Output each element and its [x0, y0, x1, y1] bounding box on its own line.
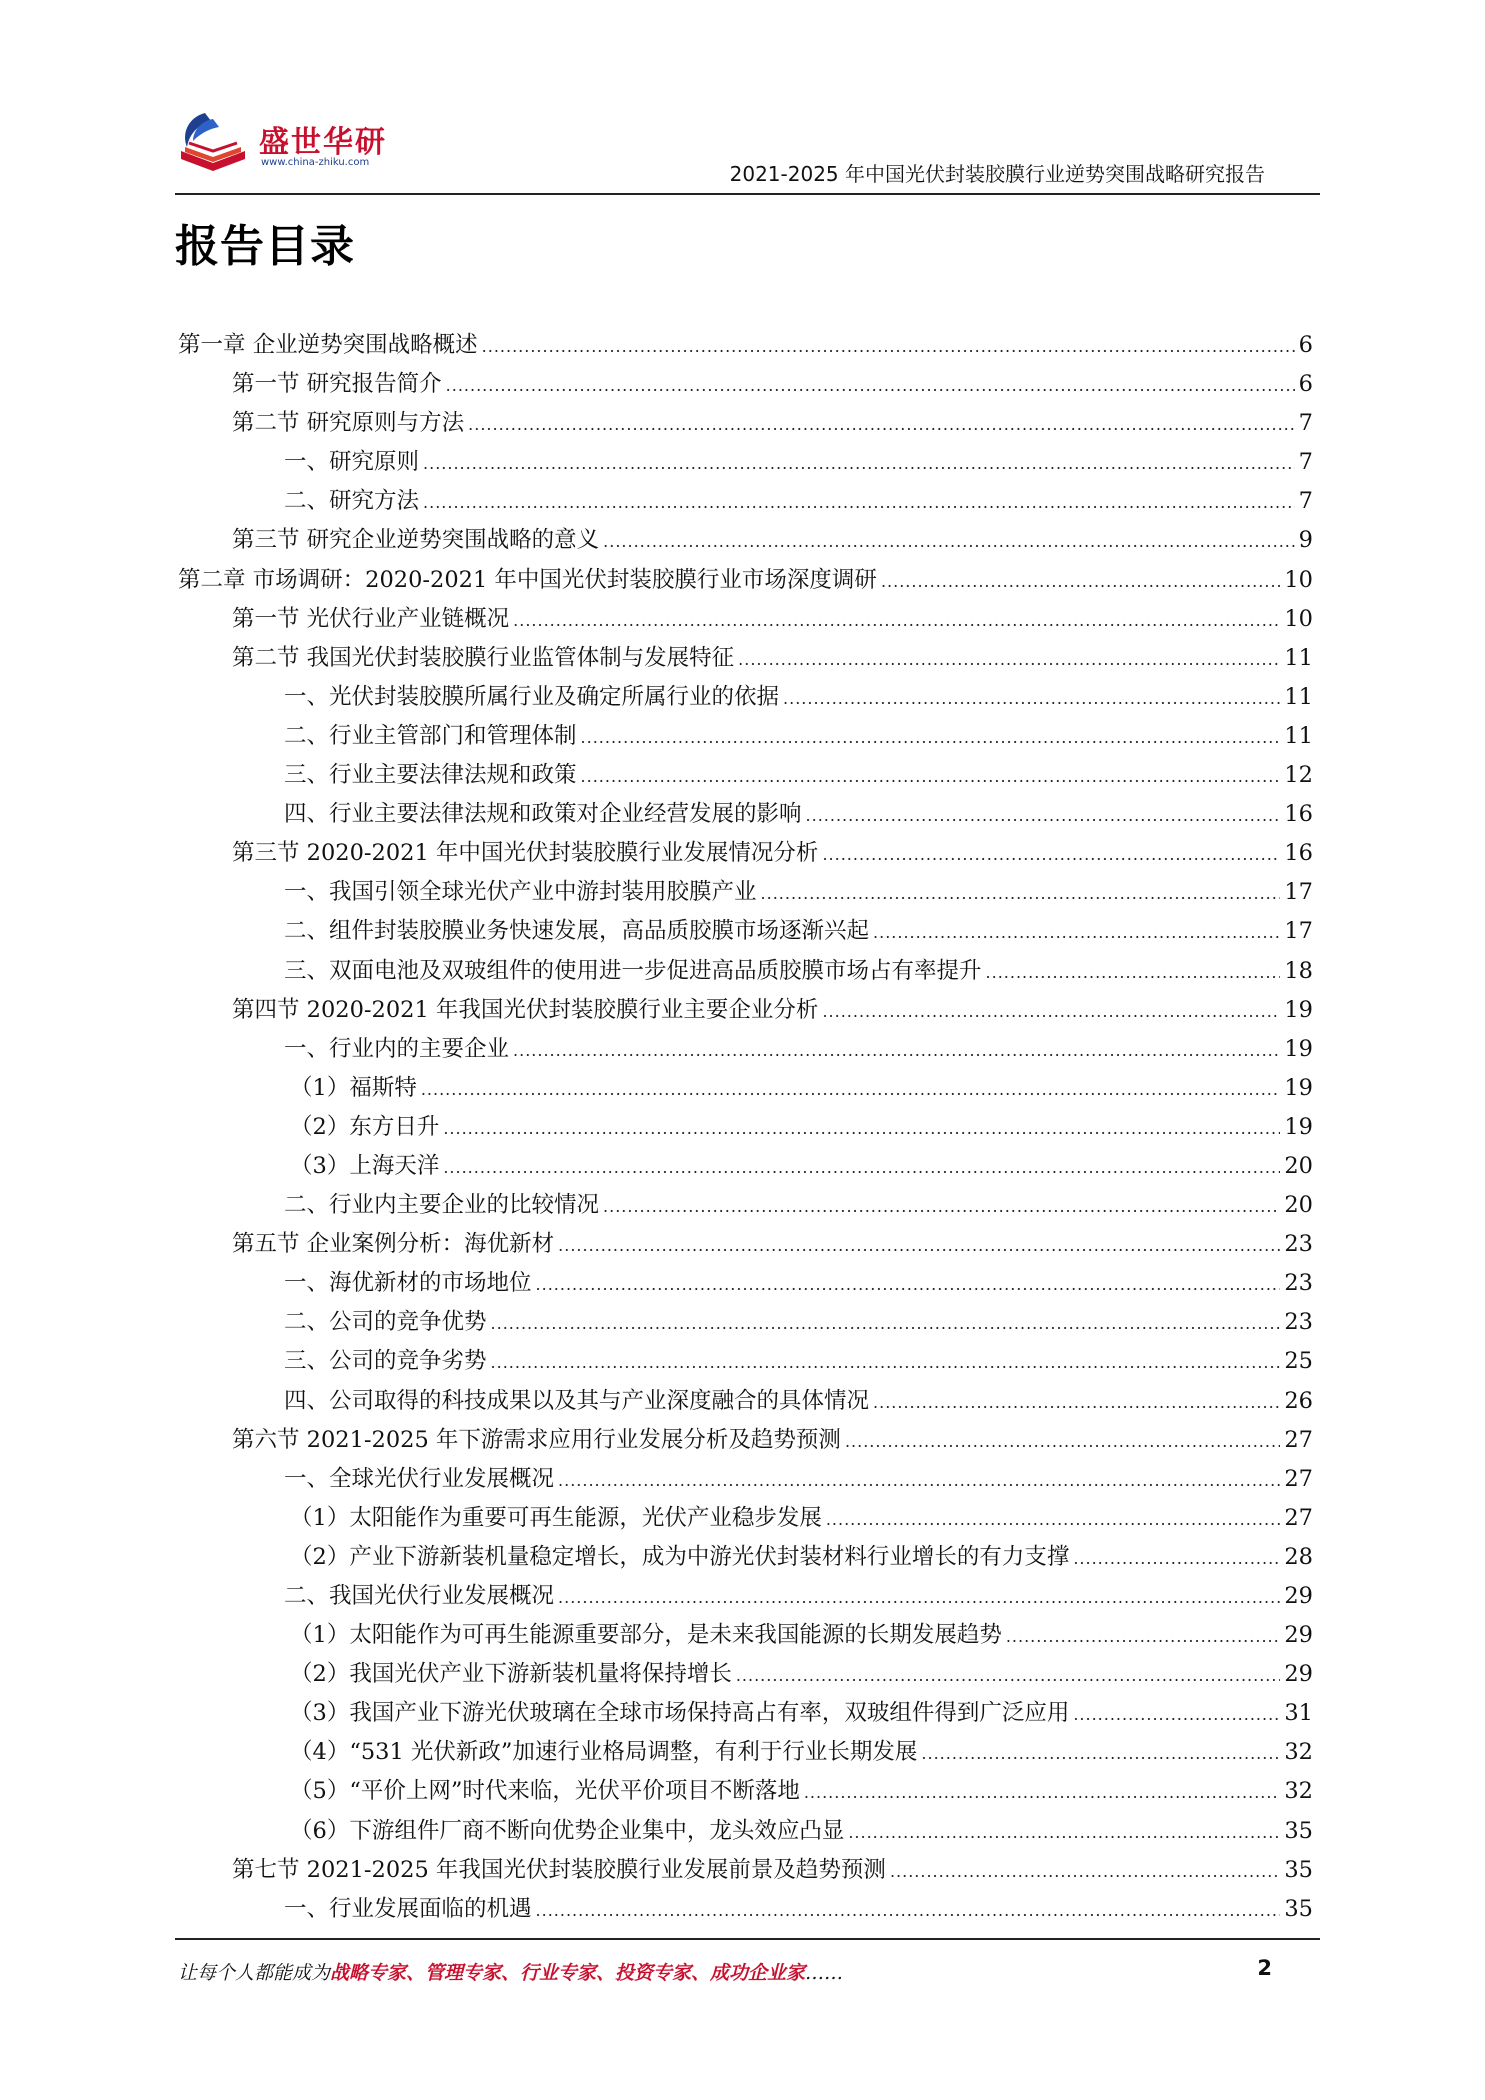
toc-entry-page: 35	[1284, 1856, 1313, 1883]
toc-entry[interactable]	[178, 1343, 1313, 1382]
toc-entry-page: 11	[1284, 683, 1313, 710]
toc-entry-page: 17	[1284, 918, 1313, 945]
toc-entry-label: 第一章 企业逆势突围战略概述	[178, 332, 478, 358]
toc-entry[interactable]	[178, 718, 1313, 757]
toc-entry-label: （4）“531 光伏新政”加速行业格局调整，有利于行业长期发展	[290, 1739, 918, 1766]
toc-entry[interactable]	[178, 1617, 1313, 1656]
toc-entry-label: （2）东方日升	[290, 1113, 440, 1140]
toc-entry-label: 一、我国引领全球光伏产业中游封装用胶膜产业	[284, 879, 757, 906]
toc-entry[interactable]	[178, 1226, 1313, 1265]
toc-entry-label: 第三节 2020-2021 年中国光伏封装胶膜行业发展情况分析	[232, 840, 819, 867]
toc-entry[interactable]	[178, 601, 1313, 640]
toc-entry-label: 一、行业发展面临的机遇	[284, 1895, 532, 1922]
toc-entry-label: （2）产业下游新装机量稳定增长，成为中游光伏封装材料行业增长的有力支撑	[290, 1543, 1070, 1570]
toc-leader-dots	[491, 1314, 1281, 1333]
toc-entry-label: 第一节 光伏行业产业链概况	[232, 605, 510, 632]
toc-entry-label: （3）我国产业下游光伏玻璃在全球市场保持高占有率，双玻组件得到广泛应用	[290, 1700, 1070, 1727]
toc-leader-dots	[446, 376, 1295, 395]
toc-entry-label: （1）太阳能作为重要可再生能源，光伏产业稳步发展	[290, 1504, 822, 1531]
toc-entry[interactable]	[178, 1500, 1313, 1539]
slogan-suffix: ……	[805, 1962, 844, 1984]
toc-entry-label: 三、行业主要法律法规和政策	[284, 762, 577, 789]
toc-entry-page: 23	[1284, 1231, 1313, 1258]
toc-leader-dots	[558, 1471, 1280, 1490]
toc-entry[interactable]	[178, 1265, 1313, 1304]
toc-leader-dots	[581, 767, 1281, 786]
toc-leader-dots	[806, 806, 1281, 825]
toc-entry[interactable]	[178, 1422, 1313, 1461]
logo-url: www.china-zhiku.com	[261, 157, 370, 168]
toc-entry[interactable]	[178, 1031, 1313, 1070]
toc-leader-dots	[783, 689, 1280, 708]
toc-entry-page: 17	[1284, 879, 1313, 906]
toc-entry-label: 第一节 研究报告简介	[232, 371, 442, 398]
toc-leader-dots	[513, 1041, 1280, 1060]
toc-entry-page: 7	[1298, 410, 1313, 437]
toc-entry-label: 第四节 2020-2021 年我国光伏封装胶膜行业主要企业分析	[232, 996, 819, 1023]
footer-divider	[175, 1938, 1320, 1940]
toc-entry-label: 一、研究原则	[284, 449, 420, 476]
toc-leader-dots	[468, 415, 1295, 434]
toc-entry-page: 29	[1284, 1661, 1313, 1688]
toc-entry-page: 28	[1284, 1543, 1313, 1570]
toc-entry-label: 一、海优新材的市场地位	[284, 1270, 532, 1297]
toc-entry-label: 二、行业内主要企业的比较情况	[284, 1192, 600, 1219]
toc-entry-page: 19	[1284, 996, 1313, 1023]
book-logo-icon	[175, 107, 253, 179]
toc-entry[interactable]	[178, 327, 1313, 366]
toc-entry-label: （3）上海天洋	[290, 1152, 440, 1179]
toc-entry-page: 29	[1284, 1622, 1313, 1649]
toc-entry-page: 18	[1284, 957, 1313, 984]
toc-leader-dots	[738, 650, 1280, 669]
toc-leader-dots	[873, 923, 1280, 942]
toc-leader-dots	[423, 454, 1295, 473]
toc-entry-label: （5）“平价上网”时代来临，光伏平价项目不断落地	[290, 1778, 800, 1805]
toc-leader-dots	[558, 1588, 1280, 1607]
toc-leader-dots	[822, 845, 1280, 864]
toc-entry[interactable]	[178, 1852, 1313, 1891]
logo-name: 盛世华研	[259, 125, 387, 160]
toc-entry-label: 一、光伏封装胶膜所属行业及确定所属行业的依据	[284, 683, 780, 710]
report-header-title: 2021-2025 年中国光伏封装胶膜行业逆势突围战略研究报告	[729, 162, 1265, 186]
toc-leader-dots	[1073, 1705, 1280, 1724]
toc-entry-label: （1）福斯特	[290, 1074, 417, 1101]
slogan-highlight: 战略专家、管理专家、行业专家、投资专家、成功企业家	[330, 1962, 806, 1984]
toc-entry-label: 一、全球光伏行业发展概况	[284, 1465, 555, 1492]
slogan-prefix: 让每个人都能成为	[178, 1962, 331, 1984]
toc-entry[interactable]	[178, 562, 1313, 601]
toc-entry-label: 第三节 研究企业逆势突围战略的意义	[232, 527, 600, 554]
toc-entry-label: 一、行业内的主要企业	[284, 1035, 510, 1062]
toc-leader-dots	[558, 1236, 1280, 1255]
toc-leader-dots	[482, 337, 1295, 356]
toc-entry-page: 10	[1284, 605, 1313, 632]
toc-entry-label: （2）我国光伏产业下游新装机量将保持增长	[290, 1661, 732, 1688]
toc-entry-page: 16	[1284, 840, 1313, 867]
toc-leader-dots	[845, 1432, 1280, 1451]
toc-entry-label: 四、行业主要法律法规和政策对企业经营发展的影响	[284, 801, 802, 828]
toc-leader-dots	[736, 1666, 1281, 1685]
toc-leader-dots	[848, 1823, 1280, 1842]
toc-entry[interactable]	[178, 796, 1313, 835]
toc-leader-dots	[986, 963, 1281, 982]
toc-entry[interactable]	[178, 1891, 1313, 1930]
toc-entry-page: 7	[1298, 449, 1313, 476]
toc-leader-dots	[921, 1744, 1280, 1763]
toc-leader-dots	[513, 611, 1280, 630]
toc-entry-label: 三、双面电池及双玻组件的使用进一步促进高品质胶膜市场占有率提升	[284, 957, 982, 984]
toc-entry[interactable]	[178, 1109, 1313, 1148]
footer-slogan	[178, 1958, 843, 1985]
toc-entry-page: 12	[1284, 762, 1313, 789]
toc-entry-page: 20	[1284, 1152, 1313, 1179]
toc-entry-label: 第七节 2021-2025 年我国光伏封装胶膜行业发展前景及趋势预测	[232, 1856, 886, 1883]
toc-entry-page: 19	[1284, 1113, 1313, 1140]
table-of-contents	[178, 327, 1313, 1930]
toc-entry-label: 二、研究方法	[284, 488, 420, 515]
toc-entry-page: 6	[1298, 332, 1313, 358]
toc-leader-dots	[443, 1158, 1280, 1177]
toc-entry-label: 四、公司取得的科技成果以及其与产业深度融合的具体情况	[284, 1387, 870, 1414]
toc-entry-label: 第二章 市场调研：2020-2021 年中国光伏封装胶膜行业市场深度调研	[178, 566, 877, 593]
toc-entry[interactable]	[178, 874, 1313, 913]
toc-entry-label: （1）太阳能作为可再生能源重要部分，是未来我国能源的长期发展趋势	[290, 1622, 1002, 1649]
toc-entry-label: 三、公司的竞争劣势	[284, 1348, 487, 1375]
toc-entry-page: 31	[1284, 1700, 1313, 1727]
toc-entry-page: 32	[1284, 1739, 1313, 1766]
toc-leader-dots	[423, 493, 1295, 512]
toc-leader-dots	[822, 1002, 1280, 1021]
toc-leader-dots	[890, 1862, 1280, 1881]
toc-entry[interactable]	[178, 1578, 1313, 1617]
toc-entry[interactable]	[178, 366, 1313, 405]
toc-leader-dots	[603, 532, 1295, 551]
page-number: 2	[1257, 1956, 1272, 1980]
toc-entry-page: 7	[1298, 488, 1313, 515]
toc-entry[interactable]	[178, 640, 1313, 679]
toc-entry-label: 二、组件封装胶膜业务快速发展，高品质胶膜市场逐渐兴起	[284, 918, 870, 945]
toc-leader-dots	[421, 1080, 1281, 1099]
toc-entry[interactable]	[178, 1539, 1313, 1578]
toc-entry[interactable]	[178, 1148, 1313, 1187]
toc-entry-label: 第六节 2021-2025 年下游需求应用行业发展分析及趋势预测	[232, 1426, 841, 1453]
toc-leader-dots	[581, 728, 1281, 747]
toc-entry[interactable]	[178, 522, 1313, 561]
toc-entry[interactable]	[178, 1461, 1313, 1500]
toc-entry[interactable]	[178, 1656, 1313, 1695]
toc-entry[interactable]	[178, 992, 1313, 1031]
toc-entry-page: 19	[1284, 1074, 1313, 1101]
toc-entry[interactable]	[178, 1187, 1313, 1226]
toc-entry[interactable]	[178, 1304, 1313, 1343]
toc-entry-page: 32	[1284, 1778, 1313, 1805]
toc-entry-page: 27	[1284, 1426, 1313, 1453]
toc-leader-dots	[491, 1353, 1281, 1372]
toc-entry-page: 26	[1284, 1387, 1313, 1414]
toc-leader-dots	[1073, 1549, 1280, 1568]
toc-entry-label: 第二节 我国光伏封装胶膜行业监管体制与发展特征	[232, 644, 735, 671]
toc-entry[interactable]	[178, 913, 1313, 952]
toc-entry[interactable]	[178, 483, 1313, 522]
toc-entry[interactable]	[178, 1383, 1313, 1422]
toc-entry-page: 27	[1284, 1465, 1313, 1492]
toc-entry-label: 二、我国光伏行业发展概况	[284, 1583, 555, 1609]
toc-entry-page: 23	[1284, 1270, 1313, 1297]
toc-entry[interactable]	[178, 1070, 1313, 1109]
toc-entry[interactable]	[178, 1695, 1313, 1734]
toc-entry[interactable]	[178, 444, 1313, 483]
toc-leader-dots	[603, 1197, 1280, 1216]
toc-leader-dots	[536, 1901, 1281, 1920]
toc-entry-page: 35	[1284, 1895, 1313, 1922]
toc-entry-page: 23	[1284, 1309, 1313, 1336]
toc-entry-page: 35	[1284, 1817, 1313, 1844]
toc-entry[interactable]	[178, 679, 1313, 718]
toc-leader-dots	[804, 1783, 1281, 1802]
toc-entry[interactable]	[178, 1773, 1313, 1812]
toc-leader-dots	[443, 1119, 1280, 1138]
toc-entry-label: 二、公司的竞争优势	[284, 1309, 487, 1336]
toc-entry-label: （6）下游组件厂商不断向优势企业集中，龙头效应凸显	[290, 1817, 845, 1844]
toc-entry-page: 20	[1284, 1192, 1313, 1219]
toc-entry[interactable]	[178, 405, 1313, 444]
toc-entry-page: 10	[1284, 566, 1313, 593]
toc-entry-page: 6	[1298, 371, 1313, 398]
toc-entry[interactable]	[178, 953, 1313, 992]
toc-entry-page: 9	[1298, 527, 1313, 554]
company-logo	[175, 103, 390, 181]
toc-leader-dots	[761, 884, 1281, 903]
toc-entry-page: 11	[1284, 644, 1313, 671]
toc-entry-page: 27	[1284, 1504, 1313, 1531]
toc-entry[interactable]	[178, 1734, 1313, 1773]
toc-entry-page: 25	[1284, 1348, 1313, 1375]
toc-entry-label: 第二节 研究原则与方法	[232, 410, 465, 437]
toc-leader-dots	[1006, 1627, 1281, 1646]
toc-entry-page: 19	[1284, 1035, 1313, 1062]
toc-entry-label: 第五节 企业案例分析：海优新材	[232, 1231, 555, 1258]
page-title: 报告目录	[175, 221, 355, 272]
toc-entry-page: 29	[1284, 1583, 1313, 1609]
toc-leader-dots	[536, 1275, 1281, 1294]
toc-entry[interactable]	[178, 757, 1313, 796]
toc-entry-label: 二、行业主管部门和管理体制	[284, 722, 577, 749]
header-divider	[175, 193, 1320, 195]
toc-entry[interactable]	[178, 1813, 1313, 1852]
toc-leader-dots	[881, 572, 1280, 591]
toc-entry-page: 16	[1284, 801, 1313, 828]
toc-leader-dots	[826, 1510, 1281, 1529]
toc-entry-page: 11	[1284, 722, 1313, 749]
toc-leader-dots	[873, 1393, 1280, 1412]
toc-entry[interactable]	[178, 835, 1313, 874]
